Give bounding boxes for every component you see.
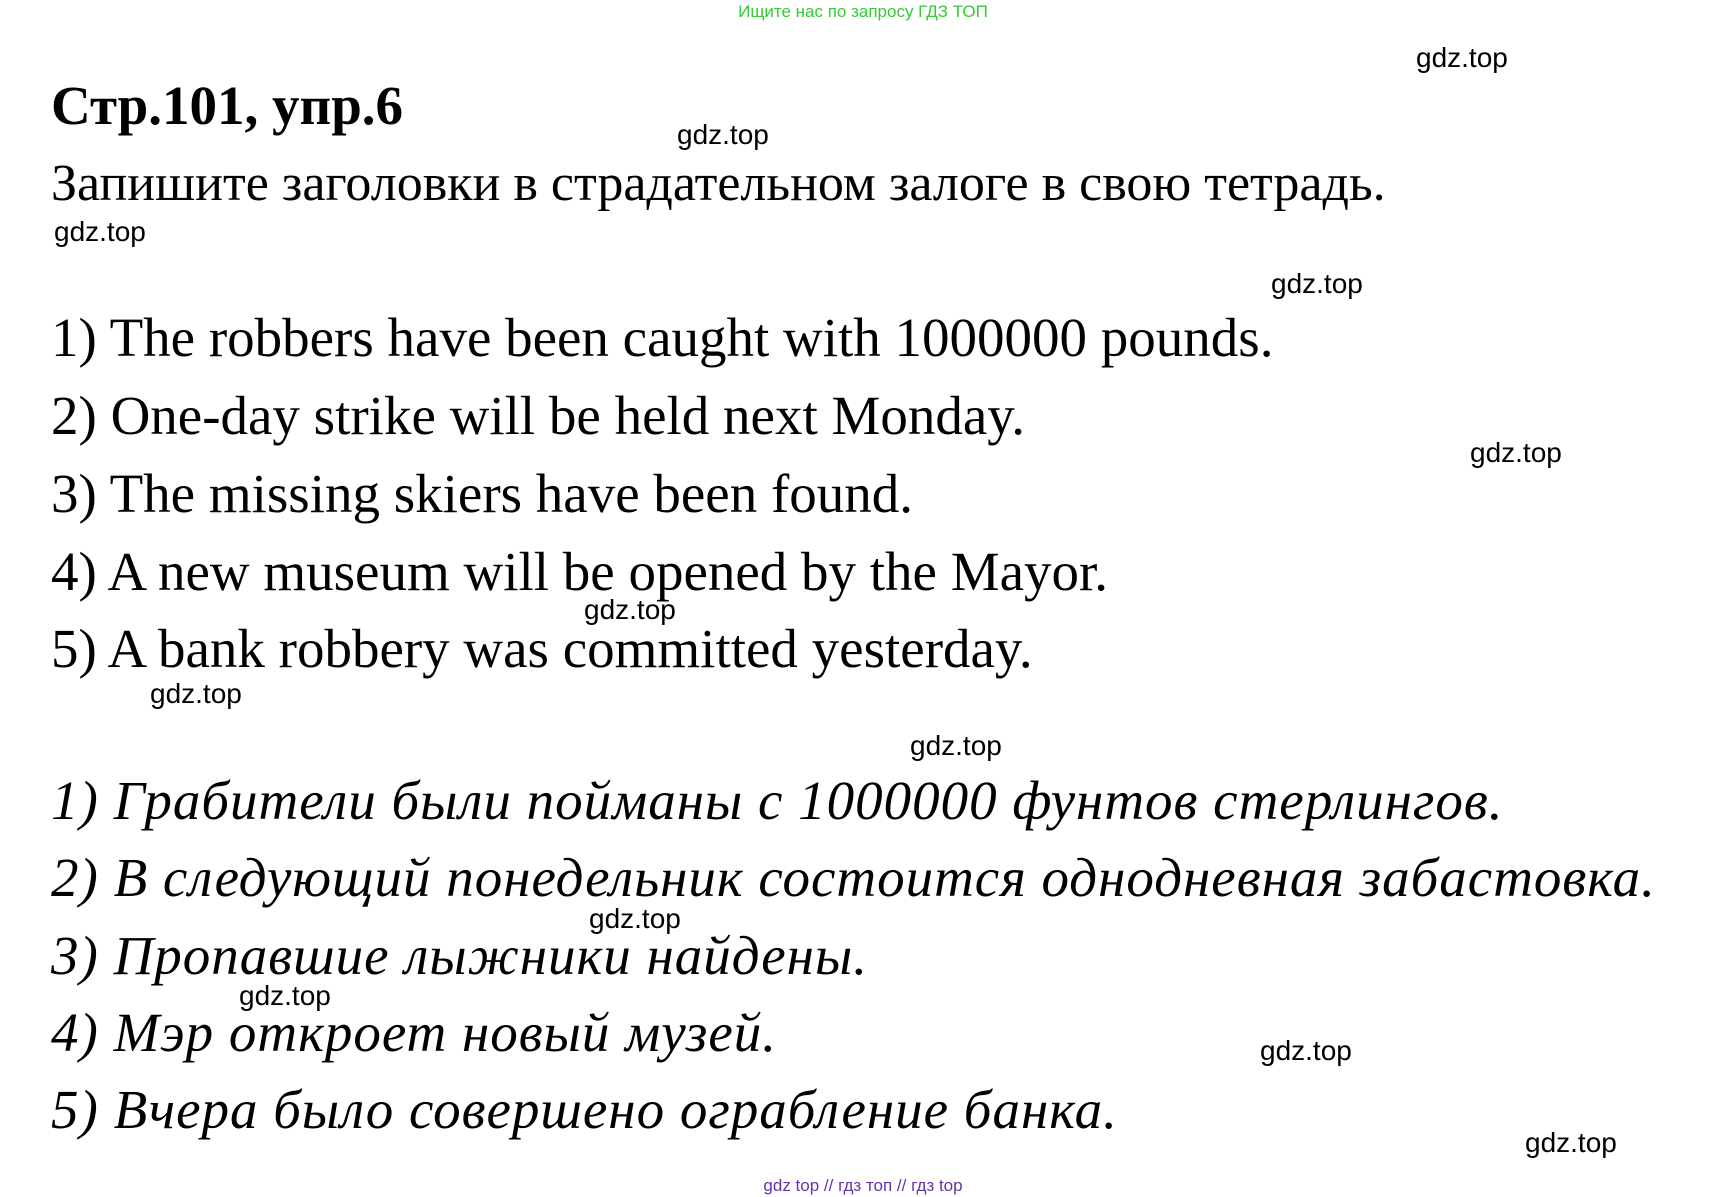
- russian-translation-3: 3) Пропавшие лыжники найдены.: [51, 925, 868, 986]
- russian-translation-2: 2) В следующий понедельник состоится однодневная забастовка.: [51, 847, 1656, 908]
- watermark: gdz.top: [1271, 268, 1363, 299]
- russian-translation-1: 1) Грабители были пойманы с 1000000 фунтов стерлингов.: [51, 770, 1504, 831]
- watermark: gdz.top: [910, 730, 1002, 761]
- footer-links: gdz top // гдз топ // гдз top: [763, 1176, 963, 1195]
- watermark: gdz.top: [1260, 1035, 1352, 1066]
- watermark: gdz.top: [1470, 437, 1562, 468]
- watermark: gdz.top: [150, 678, 242, 709]
- watermark: gdz.top: [589, 903, 681, 934]
- english-answer-4: 4) A new museum will be opened by the Mayor.: [51, 541, 1109, 602]
- english-answer-2: 2) One-day strike will be held next Monday.: [51, 385, 1025, 446]
- russian-translation-5: 5) Вчера было совершено ограбление банка.: [51, 1079, 1118, 1140]
- watermark: gdz.top: [1525, 1127, 1617, 1158]
- top-banner: Ищите нас по запросу ГДЗ ТОП: [738, 2, 988, 21]
- watermark: gdz.top: [54, 216, 146, 247]
- watermark: gdz.top: [677, 119, 769, 150]
- english-answer-1: 1) The robbers have been caught with 1000000 pounds.: [51, 307, 1274, 368]
- watermark: gdz.top: [1416, 42, 1508, 73]
- exercise-instruction: Запишите заголовки в страдательном залоге в свою тетрадь.: [51, 155, 1386, 212]
- english-answer-3: 3) The missing skiers have been found.: [51, 463, 914, 524]
- watermark: gdz.top: [584, 594, 676, 625]
- english-answer-5: 5) A bank robbery was committed yesterday.: [51, 618, 1033, 679]
- watermark: gdz.top: [239, 980, 331, 1011]
- russian-translation-4: 4) Мэр откроет новый музей.: [51, 1002, 778, 1063]
- page-title: Стр.101, упр.6: [51, 75, 404, 136]
